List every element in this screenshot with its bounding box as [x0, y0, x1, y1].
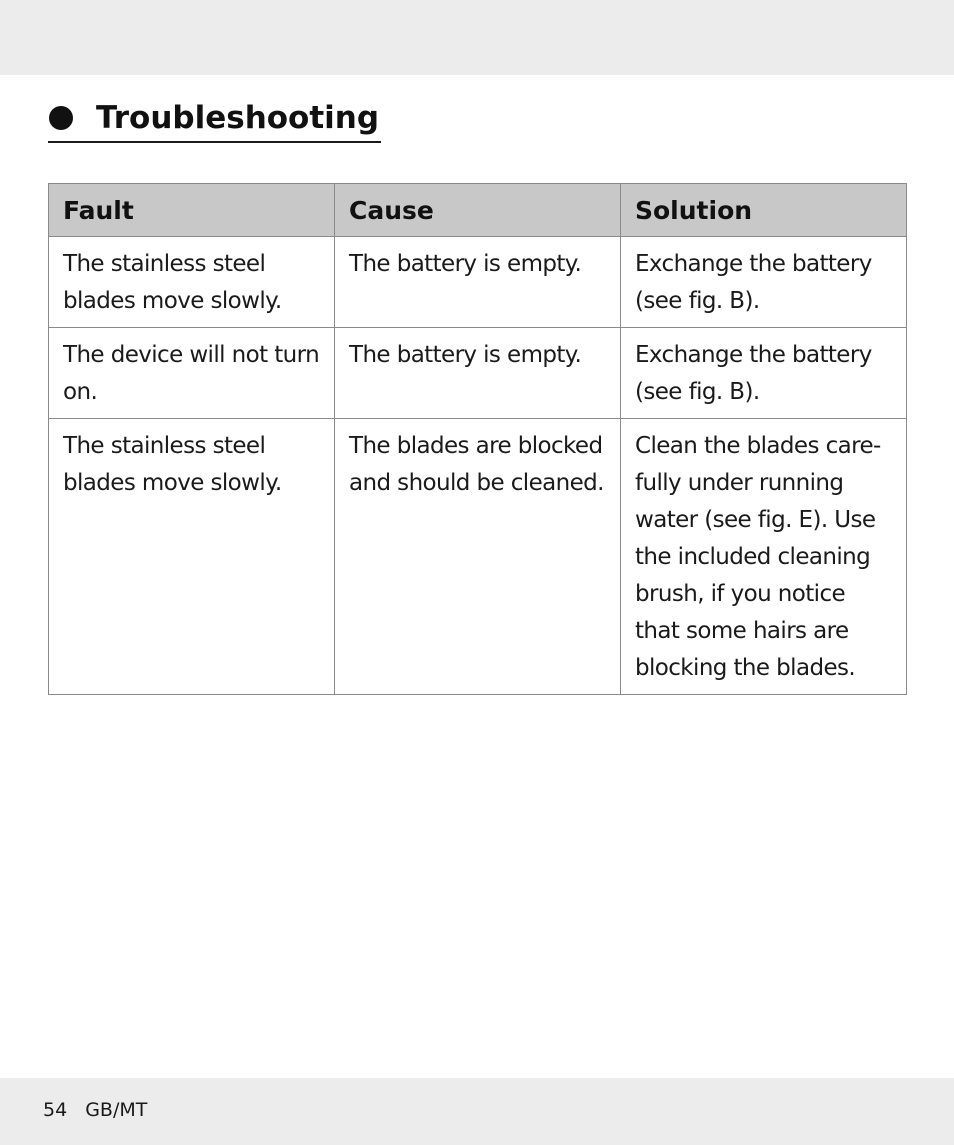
solution-cell: Exchange the battery (see fig. B). — [621, 237, 907, 328]
header-solution: Solution — [621, 184, 907, 237]
language-code: GB/MT — [85, 1099, 148, 1121]
page-footer — [43, 1099, 147, 1121]
cause-cell: The battery is empty. — [335, 328, 621, 419]
cause-cell: The blades are blocked and should be cleaned. — [335, 419, 621, 695]
section-heading — [48, 98, 381, 143]
fault-cell: The stainless steel blades move slowly. — [49, 237, 335, 328]
header-fault: Fault — [49, 184, 335, 237]
solution-cell: Clean the blades care-fully under running water (see fig. E). Use the included cleaning brush, if you notice that some hairs are blocking the blades. — [621, 419, 907, 695]
cause-cell: The battery is empty. — [335, 237, 621, 328]
bullet-icon — [49, 106, 73, 130]
header-cause: Cause — [335, 184, 621, 237]
page-number: 54 — [43, 1099, 68, 1121]
solution-cell: Exchange the battery (see fig. B). — [621, 328, 907, 419]
table-header-row — [49, 184, 907, 237]
fault-cell: The device will not turn on. — [49, 328, 335, 419]
table-row — [49, 419, 907, 695]
table-row — [49, 328, 907, 419]
page-title: Troubleshooting — [96, 100, 380, 136]
table-row — [49, 237, 907, 328]
troubleshooting-table — [48, 183, 907, 695]
fault-cell: The stainless steel blades move slowly. — [49, 419, 335, 695]
top-margin-band — [0, 0, 954, 75]
